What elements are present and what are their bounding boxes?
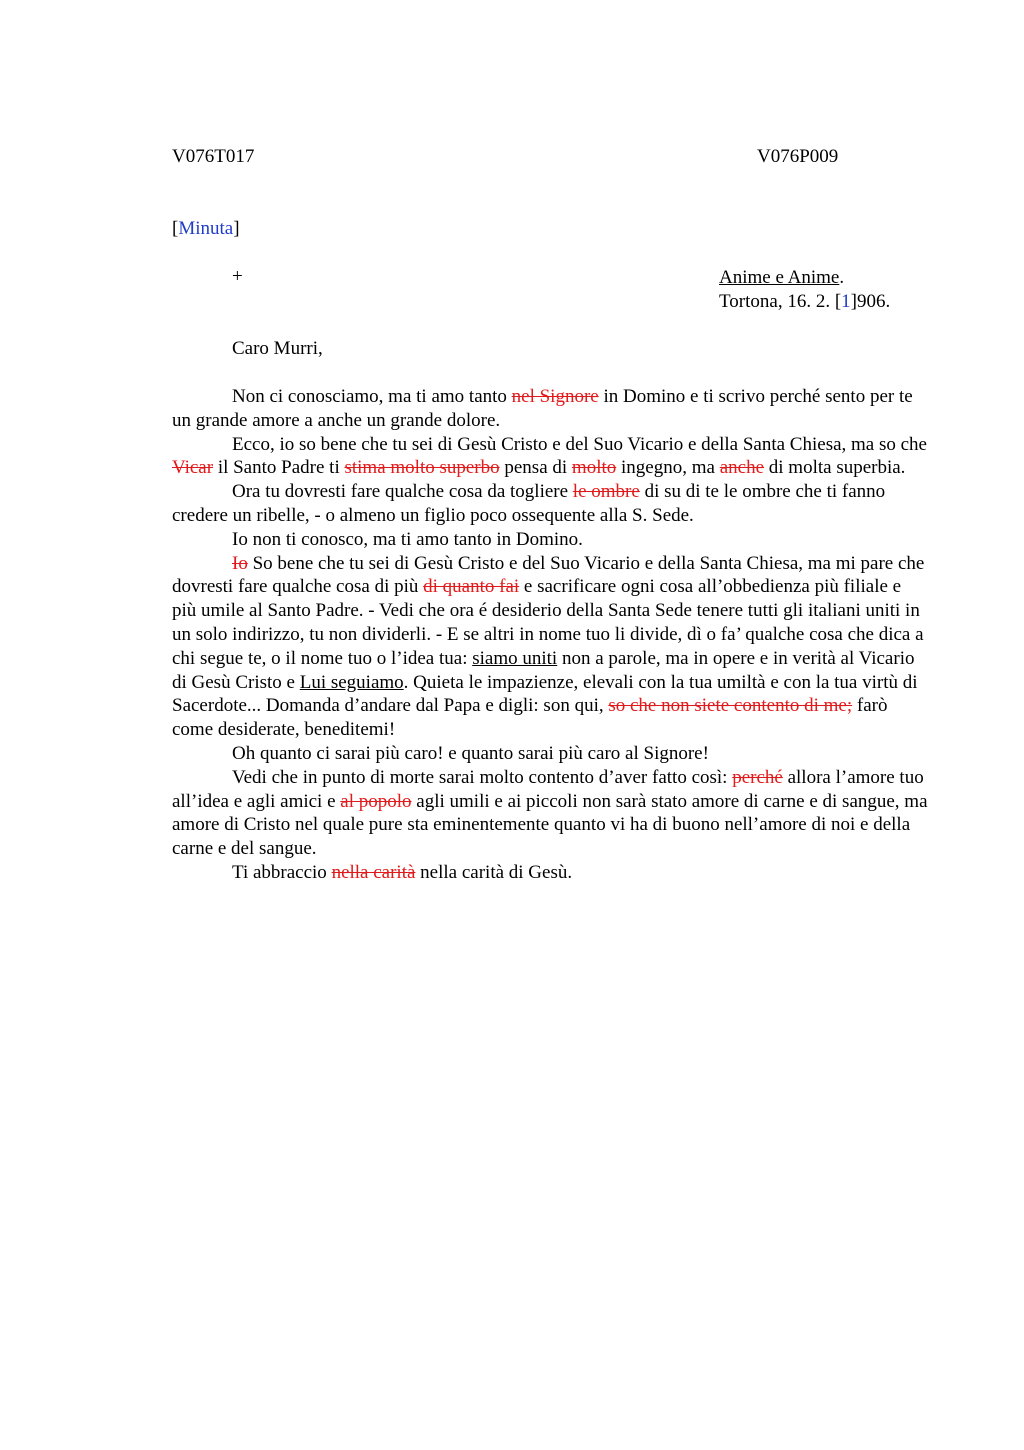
deletion: nella carità xyxy=(331,861,416,883)
date-insert: 1 xyxy=(841,291,851,312)
minuta-label: [Minuta] xyxy=(172,218,240,239)
motto-title: Anime e Anime xyxy=(719,267,840,288)
document-ids xyxy=(172,146,928,170)
motto: Anime e Anime. xyxy=(719,267,845,288)
paragraph: Oh quanto ci sarai più caro! e quanto sarai più caro al Signore! xyxy=(232,742,709,764)
deletion: molto xyxy=(571,457,617,479)
deletion: stima molto superbo xyxy=(344,457,500,479)
deletion: perché xyxy=(732,766,783,788)
place-date: Tortona, 16. 2. [1]906. xyxy=(719,291,891,312)
deletion: so che non siete contento di me; xyxy=(608,695,853,717)
paragraph: Vedi che in punto di morte sarai molto contento d’aver fatto così: perché allora l’amore tuo all’idea e agli amici e al popolo agli umili e ai piccoli non sarà stato amore di carne e di sangue, ma amore di Cristo nel quale pure sta eminentemente quanto vi ha di buono nell’amore di noi e della carne e del sangue. xyxy=(172,766,928,860)
paragraph: Ti abbraccio nella carità nella carità di Gesù. xyxy=(232,861,573,883)
deletion: anche xyxy=(719,457,765,479)
deletion: le ombre xyxy=(572,481,640,503)
minuta-word: Minuta xyxy=(178,218,234,239)
paragraph: Io So bene che tu sei di Gesù Cristo e del Suo Vicario e della Santa Chiesa, ma mi pare che dovresti fare qualche cosa di più di quanto fai e sacrificare ogni cosa all’obbedienza più filiale e più umile al Santo Padre. - Vedi che ora é desiderio della Santa Sede tenere tutti gli italiani uniti in un solo indirizzo, tu non dividerli. - E se altri in nome tuo li divide, dì o fa’ qualche cosa che dica a chi segue te, o il nome tuo o l’idea tua: siamo uniti non a parole, ma in opere e in verità al Vicario di Gesù Cristo e Lui seguiamo. Quieta le impazienze, elevali con la tua umiltà e con la tua virtù di Sacerdote... Domanda d’andare dal Papa e digli: son qui, so che non siete contento di me; farò come desiderate, beneditemi! xyxy=(172,552,925,741)
cross-mark: + xyxy=(232,266,243,287)
letter-heading xyxy=(719,266,890,314)
letter-body xyxy=(172,385,928,885)
deletion: Vicar xyxy=(172,457,214,479)
deletion: di quanto fai xyxy=(423,576,520,598)
paragraph: Io non ti conosco, ma ti amo tanto in Domino. xyxy=(232,528,583,550)
salutation: Caro Murri, xyxy=(232,338,323,359)
deletion: Io xyxy=(232,552,248,574)
deletion: al popolo xyxy=(340,790,412,812)
underlined-phrase: Lui seguiamo xyxy=(299,671,404,693)
paragraph: Ecco, io so bene che tu sei di Gesù Cristo e del Suo Vicario e della Santa Chiesa, ma so che Vicar il Santo Padre ti stima molto superbo pensa di molto ingegno, ma anche di molta superbia. xyxy=(172,433,927,479)
volume-text-id: V076T017 xyxy=(172,146,255,167)
paragraph: Ora tu dovresti fare qualche cosa da togliere le ombre di su di te le ombre che ti fanno credere un ribelle, - o almeno un figlio poco ossequente alla S. Sede. xyxy=(172,481,886,526)
deletion: nel Signore xyxy=(511,386,599,407)
paragraph: Non ci conosciamo, ma ti amo tanto nel Signore in Domino e ti scrivo perché sento per te un grande amore a anche un grande dolore. xyxy=(172,386,913,431)
volume-page-id: V076P009 xyxy=(757,146,839,167)
underlined-phrase: siamo uniti xyxy=(472,647,558,669)
